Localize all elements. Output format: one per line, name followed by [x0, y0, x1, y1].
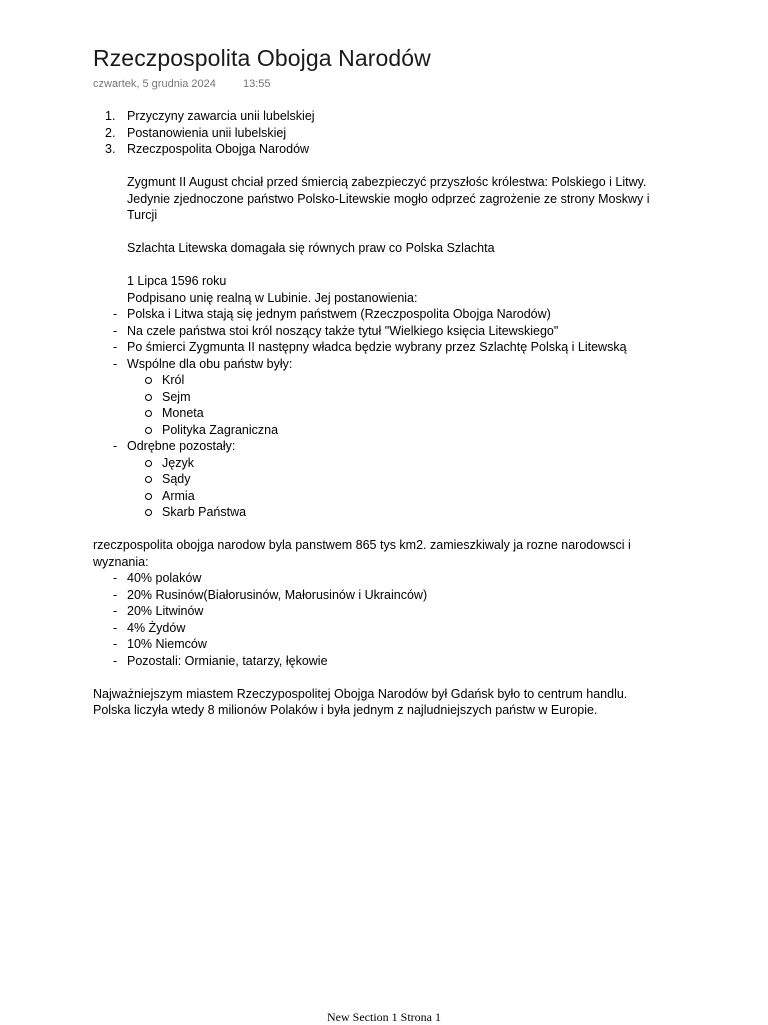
dash-list-item [93, 587, 693, 604]
list-number: 1. [105, 109, 116, 123]
dash-bullet: - [113, 653, 118, 668]
dash-list-item [93, 636, 693, 653]
list-item-text: Postanowienia unii lubelskiej [127, 125, 287, 140]
circle-list-item [93, 422, 693, 439]
list-number: 3. [105, 142, 116, 156]
list-item-text: Polska i Litwa stają się jednym państwem (Rzeczpospolita Obojga Narodów) [127, 307, 551, 321]
list-item [93, 125, 693, 142]
dash-list-item [93, 653, 693, 670]
list-number: 2. [105, 125, 116, 140]
page-footer: New Section 1 Strona 1 [327, 1010, 441, 1024]
dash-list-item [93, 323, 693, 340]
dash-bullet: - [113, 571, 118, 585]
circle-list-item [93, 504, 693, 521]
list-item-text: Przyczyny zawarcia unii lubelskiej [127, 109, 315, 123]
list-item-text: Sądy [162, 472, 191, 486]
list-item-text: Sejm [162, 389, 191, 404]
list-item-text: Moneta [162, 406, 204, 420]
circle-bullet-icon [145, 377, 152, 384]
list-item-text: 40% polaków [127, 571, 202, 585]
dash-bullet: - [113, 637, 118, 651]
circle-bullet-icon [145, 460, 152, 467]
circle-list-item [93, 372, 693, 389]
dash-bullet: - [113, 587, 118, 602]
paragraph-line: Zygmunt II August chciał przed śmiercią zabezpieczyć przyszłośc królestwa: Polskiego i Litwy. [127, 175, 647, 189]
list-item-text: Król [162, 373, 185, 387]
circle-bullet-icon [145, 410, 152, 417]
paragraph-line: Turcji [127, 208, 158, 222]
dash-bullet: - [113, 307, 118, 321]
dash-list-item [93, 339, 693, 356]
circle-bullet-icon [145, 509, 152, 516]
list-item-text: Rzeczpospolita Obojga Narodów [127, 142, 310, 156]
paragraph-line: Szlachta Litewska domagała się równych praw co Polska Szlachta [127, 241, 495, 255]
circle-list-item [93, 471, 693, 488]
list-item-text: 10% Niemców [127, 637, 207, 651]
circle-bullet-icon [145, 394, 152, 401]
circle-list-item [93, 389, 693, 406]
list-item-text: Po śmierci Zygmunta II następny władca będzie wybrany przez Szlachtę Polską i Litewską [127, 340, 627, 354]
note-time: 13:55 [242, 78, 271, 90]
circle-bullet-icon [145, 476, 152, 483]
dash-bullet: - [113, 620, 118, 635]
list-item [93, 141, 693, 158]
dash-list-item [93, 306, 693, 323]
list-item [93, 108, 693, 125]
dash-list-item [93, 620, 693, 637]
paragraph-line: Najważniejszym miastem Rzeczypospolitej Obojga Narodów był Gdańsk było to centrum handlu. [93, 686, 628, 701]
list-item-text: Odrębne pozostały: [127, 439, 236, 453]
paragraph-line: Polska liczyła wtedy 8 milionów Polaków i była jednym z najludniejszych państw w Europie. [93, 703, 598, 717]
dash-list-item [93, 570, 693, 587]
dash-bullet: - [113, 340, 118, 354]
list-item-text: Polityka Zagraniczna [162, 422, 279, 437]
paragraph-line: Jedynie zjednoczone państwo Polsko-Litewskie mogło odprzeć zagrożenie ze strony Moskwy i [127, 191, 650, 206]
circle-bullet-icon [145, 493, 152, 500]
paragraph-line: 1 Lipca 1596 roku [127, 274, 227, 288]
list-item-text: Wspólne dla obu państw były: [127, 356, 293, 371]
circle-bullet-icon [145, 427, 152, 434]
dash-bullet: - [113, 439, 118, 453]
paragraph-line: Podpisano unię realną w Lubinie. Jej postanowienia: [127, 290, 418, 305]
list-item-text: Na czele państwa stoi król noszący także tytuł "Wielkiego księcia Litewskiego" [127, 323, 559, 338]
circle-list-item [93, 405, 693, 422]
dash-bullet: - [113, 323, 118, 338]
dash-list-item [93, 438, 693, 455]
page-title: Rzeczpospolita Obojga Narodów [93, 45, 431, 71]
circle-list-item [93, 455, 693, 472]
paragraph-line: rzeczpospolita obojga narodow byla panstwem 865 tys km2. zamieszkiwaly ja rozne narodowsci i [93, 538, 631, 552]
dash-bullet: - [113, 356, 118, 371]
dash-list-item [93, 356, 693, 373]
note-metadata [93, 77, 271, 92]
dash-list-item [93, 603, 693, 620]
list-item-text: 20% Rusinów(Białorusinów, Małorusinów i Ukrainców) [127, 587, 428, 602]
paragraph-line: wyznania: [93, 554, 149, 569]
note-content[interactable] [93, 108, 693, 719]
list-item-text: Armia [162, 488, 195, 503]
list-item-text: Pozostali: Ormianie, tatarzy, łękowie [127, 653, 328, 668]
note-date: czwartek, 5 grudnia 2024 [93, 78, 216, 90]
list-item-text: 4% Żydów [127, 620, 186, 635]
circle-list-item [93, 488, 693, 505]
list-item-text: 20% Litwinów [127, 604, 204, 618]
dash-bullet: - [113, 604, 118, 618]
list-item-text: Język [162, 455, 194, 470]
list-item-text: Skarb Państwa [162, 505, 247, 519]
